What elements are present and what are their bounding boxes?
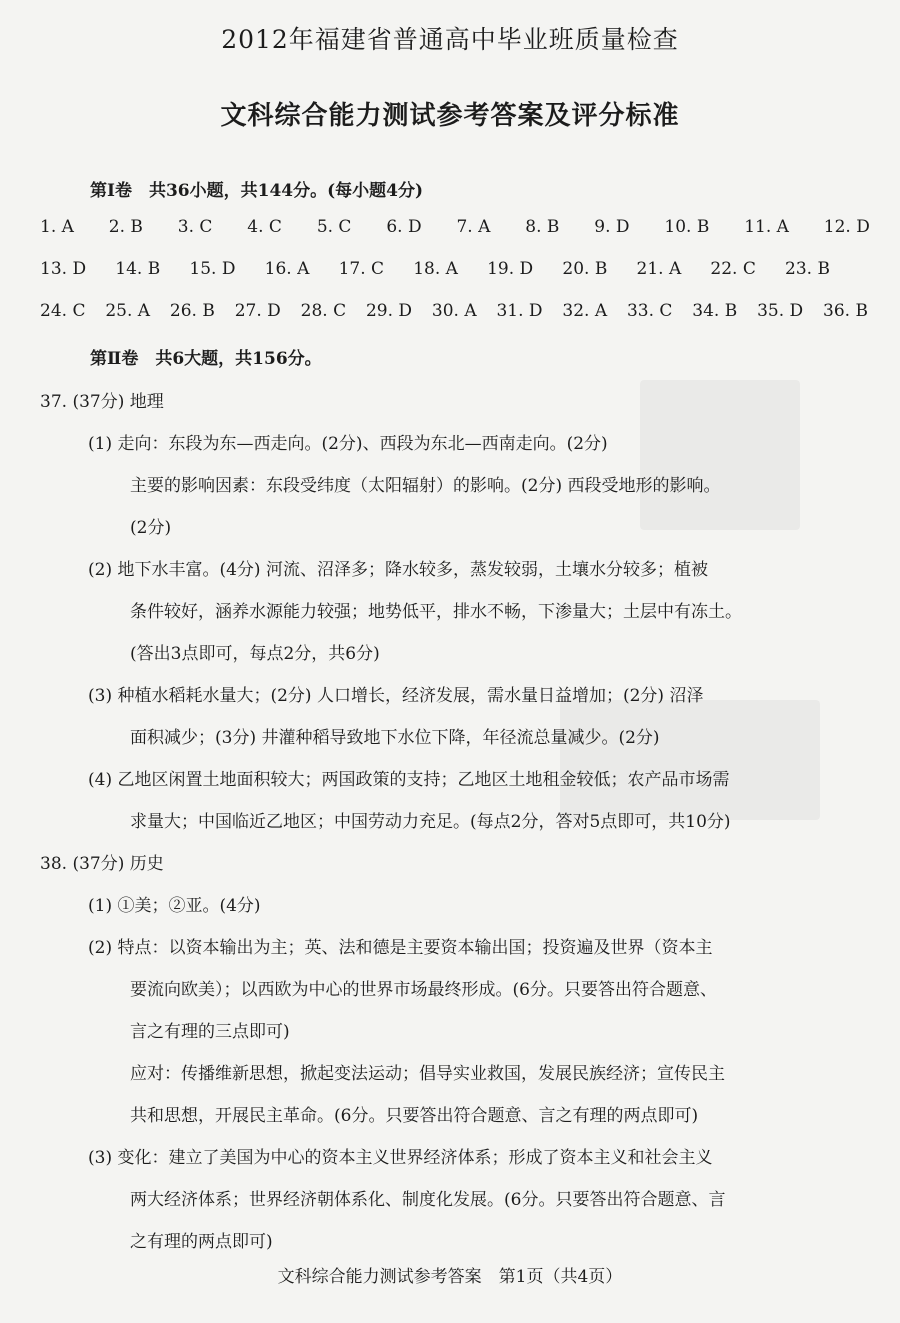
- answer: 34. B: [692, 301, 738, 321]
- answer: 16. A: [264, 259, 310, 279]
- part1-heading: 第Ⅰ卷 共36小题，共144分。(每小题4分): [90, 181, 424, 201]
- q37-line: 条件较好，涵养水源能力较强；地势低平，排水不畅，下渗量大；土层中有冻土。: [130, 602, 742, 622]
- q38-line: 之有理的两点即可): [130, 1232, 273, 1252]
- answer: 20. B: [562, 259, 608, 279]
- scan-bleed: [640, 380, 800, 530]
- answer: 13. D: [40, 259, 87, 279]
- answer-row-2: [40, 259, 830, 279]
- answer: 32. A: [562, 301, 608, 321]
- q37-line: 求量大；中国临近乙地区；中国劳动力充足。(每点2分，答对5点即可，共10分): [130, 812, 731, 832]
- document-title: 2012年福建省普通高中毕业班质量检查: [221, 25, 679, 54]
- answer: 36. B: [823, 301, 868, 321]
- q38-line: 共和思想，开展民主革命。(6分。只要答出符合题意、言之有理的两点即可): [130, 1106, 699, 1126]
- answer: 5. C: [316, 217, 352, 237]
- answer: 7. A: [456, 217, 491, 237]
- answer: 1. A: [40, 217, 74, 237]
- q38-line: 应对：传播维新思想，掀起变法运动；倡导实业救国，发展民族经济；宣传民主: [130, 1064, 725, 1084]
- answer: 26. B: [169, 301, 215, 321]
- answer: 8. B: [525, 217, 560, 237]
- answer: 33. C: [626, 301, 673, 321]
- answer: 4. C: [247, 217, 282, 237]
- q37-line: (3) 种植水稻耗水量大；(2分) 人口增长，经济发展，需水量日益增加；(2分) 沼泽: [88, 686, 704, 706]
- q38-line: 两大经济体系；世界经济朝体系化、制度化发展。(6分。只要答出符合题意、言: [130, 1190, 726, 1210]
- answer: 12. D: [823, 217, 870, 237]
- q38-line: (3) 变化：建立了美国为中心的资本主义世界经济体系；形成了资本主义和社会主义: [88, 1148, 713, 1168]
- answer: 14. B: [115, 259, 161, 279]
- answer: 6. D: [386, 217, 422, 237]
- q37-line: 主要的影响因素：东段受纬度（太阳辐射）的影响。(2分) 西段受地形的影响。: [130, 476, 721, 496]
- answer-row-1: [40, 217, 870, 237]
- scan-bleed: [560, 700, 820, 820]
- answer: 3. C: [177, 217, 213, 237]
- answer: 19. D: [487, 259, 534, 279]
- q38-line: 言之有理的三点即可): [130, 1022, 290, 1042]
- answer: 21. A: [636, 259, 682, 279]
- answer: 29. D: [365, 301, 413, 321]
- answer: 30. A: [431, 301, 477, 321]
- answer: 17. C: [338, 259, 385, 279]
- answer: 28. C: [300, 301, 347, 321]
- q38-line: 要流向欧美）；以西欧为中心的世界市场最终形成。(6分。只要答出符合题意、: [130, 980, 717, 1000]
- answer: 25. A: [105, 301, 151, 321]
- answer: 15. D: [189, 259, 236, 279]
- q37-line: 面积减少；(3分) 井灌种稻导致地下水位下降，年径流总量减少。(2分): [130, 728, 660, 748]
- answer: 9. D: [594, 217, 630, 237]
- answer: 31. D: [496, 301, 543, 321]
- answer: 2. B: [108, 217, 143, 237]
- q38-line: (2) 特点：以资本输出为主；英、法和德是主要资本输出国；投资遍及世界（资本主: [88, 938, 713, 958]
- answer: 18. A: [413, 259, 458, 279]
- answer: 22. C: [710, 259, 756, 279]
- q37-line: (2分): [130, 518, 172, 538]
- question-38-heading: 38. (37分) 历史: [40, 854, 164, 874]
- answer: 23. B: [785, 259, 830, 279]
- q38-line: (1) ①美；②亚。(4分): [88, 896, 261, 916]
- page-footer: 文科综合能力测试参考答案 第1页（共4页）: [277, 1267, 623, 1287]
- question-37-heading: 37. (37分) 地理: [40, 392, 164, 412]
- answer: 24. C: [40, 301, 86, 321]
- answer: 10. B: [664, 217, 710, 237]
- q37-line: (答出3点即可，每点2分，共6分): [130, 644, 380, 664]
- part2-heading: 第Ⅱ卷 共6大题，共156分。: [90, 349, 322, 369]
- answer: 11. A: [744, 217, 789, 237]
- answer: 35. D: [757, 301, 804, 321]
- q37-line: (4) 乙地区闲置土地面积较大；两国政策的支持；乙地区土地租金较低；农产品市场需: [88, 770, 730, 790]
- q37-line: (1) 走向：东段为东—西走向。(2分)、西段为东北—西南走向。(2分): [88, 434, 608, 454]
- answer: 27. D: [234, 301, 281, 321]
- answer-row-3: [40, 301, 868, 321]
- q37-line: (2) 地下水丰富。(4分) 河流、沼泽多；降水较多，蒸发较弱，土壤水分较多；植被: [88, 560, 708, 580]
- document-subtitle: 文科综合能力测试参考答案及评分标准: [220, 101, 680, 131]
